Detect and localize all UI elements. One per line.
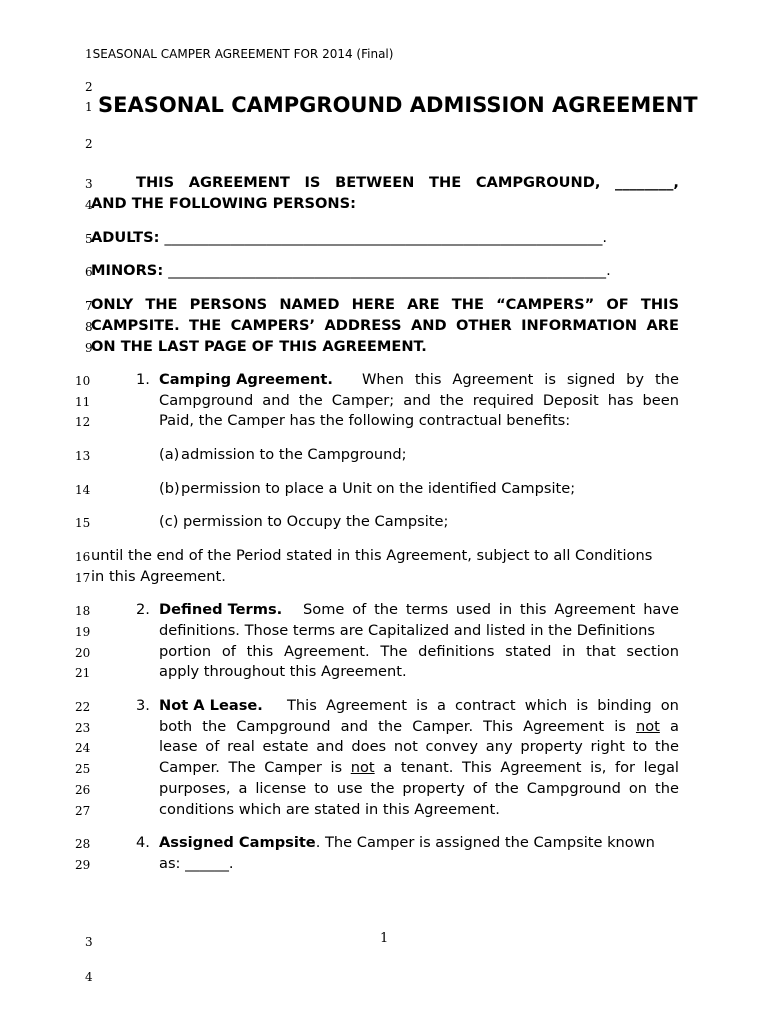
word: have	[643, 601, 679, 618]
line-number: 14	[75, 483, 91, 497]
word: in	[498, 601, 513, 618]
section-1-line-16: until the end of the Period stated in this Agreement, subject to all Conditions	[91, 547, 653, 564]
word: the	[202, 718, 227, 735]
benefit-c-label: (c)	[159, 513, 179, 530]
line-number: 23	[75, 721, 91, 735]
word: CAMPERS’	[230, 317, 316, 334]
section-3-line-1	[287, 699, 679, 714]
word: that	[586, 643, 616, 660]
section-2-line-4: apply throughout this Agreement.	[159, 663, 407, 680]
word: This	[461, 759, 492, 776]
line-number: 11	[75, 395, 91, 409]
word: OTHER	[455, 317, 512, 334]
word: HERE	[351, 296, 395, 313]
document-header	[85, 48, 393, 60]
section-3-line-6: conditions which are stated in this Agreement.	[159, 801, 500, 818]
word: does	[351, 738, 387, 755]
word: THIS	[640, 296, 679, 313]
word: of	[221, 643, 236, 660]
word: AND	[410, 317, 447, 334]
line-number: 3	[85, 177, 93, 191]
line-number: 15	[75, 516, 91, 530]
word: PERSONS	[189, 296, 268, 313]
line-number: 1	[85, 100, 93, 114]
line-number: 4	[85, 970, 93, 984]
line-number: 17	[75, 571, 91, 585]
word: legal	[643, 759, 679, 776]
minors-label: MINORS:	[91, 262, 164, 279]
word: is	[576, 697, 589, 714]
word: has	[607, 392, 634, 409]
word: a	[436, 697, 446, 714]
line-number: 27	[75, 804, 91, 818]
word: the	[374, 601, 399, 618]
page-number: 1	[380, 931, 389, 946]
line-number: 18	[75, 604, 91, 618]
word: to	[314, 780, 329, 797]
word: and	[403, 392, 431, 409]
word: binding	[597, 697, 652, 714]
page-title: SEASONAL CAMPGROUND ADMISSION AGREEMENT	[98, 93, 698, 117]
word: THE	[189, 317, 222, 334]
word: and	[340, 718, 369, 735]
line-number: 7	[85, 299, 93, 313]
word: property	[402, 780, 465, 797]
word: this	[246, 643, 274, 660]
word: a	[383, 759, 393, 776]
word: required	[472, 392, 534, 409]
section-2-line-3	[159, 645, 679, 660]
word: terms	[405, 601, 449, 618]
section-1-line-2	[159, 394, 679, 409]
word: is	[416, 697, 428, 714]
word: AGREEMENT	[188, 174, 290, 191]
adults-line	[91, 231, 607, 246]
section-4-heading: Assigned Campsite	[159, 834, 316, 851]
word: on	[660, 697, 679, 714]
word: Campground	[526, 780, 621, 797]
word: the	[654, 371, 679, 388]
word: This	[287, 697, 317, 714]
section-3-line-2	[159, 720, 679, 735]
word: the	[494, 780, 519, 797]
header-line-number: 1	[85, 47, 93, 61]
section-3-heading: Not A Lease.	[159, 697, 263, 714]
line-number: 24	[75, 741, 91, 755]
word: stated	[505, 643, 552, 660]
benefit-b-text: permission to place a Unit on the identified Campsite;	[181, 480, 576, 497]
word: Campground	[159, 392, 254, 409]
word: NAMED	[279, 296, 340, 313]
benefit-a-text: admission to the Campground;	[181, 446, 407, 463]
word: both	[159, 718, 193, 735]
line-number: 28	[75, 837, 91, 851]
benefit-c-text: permission to Occupy the Campsite;	[183, 513, 449, 530]
word: in	[562, 643, 576, 660]
word: THE	[451, 296, 484, 313]
section-3-line-5	[159, 782, 679, 797]
section-4-number: 4.	[136, 834, 150, 851]
line-number: 9	[85, 341, 93, 355]
word: used	[455, 601, 491, 618]
line-number: 19	[75, 625, 91, 639]
section-3-line-4	[159, 761, 679, 776]
section-1-line-3: Paid, the Camper has the following contractual benefits:	[159, 412, 571, 429]
word: ADDRESS	[324, 317, 402, 334]
word: CAMPSITE.	[91, 317, 180, 334]
intro-line-3	[136, 176, 679, 191]
word: this	[414, 371, 442, 388]
word: a	[238, 780, 248, 797]
adults-label: ADULTS:	[91, 229, 160, 246]
section-2-line-1	[303, 603, 679, 618]
word: use	[336, 780, 363, 797]
benefit-b-label: (b)	[159, 480, 180, 497]
word: Deposit	[542, 392, 599, 409]
word: The	[228, 759, 256, 776]
word: signed	[566, 371, 616, 388]
word: Agreement	[500, 759, 582, 776]
section-2-number: 2.	[136, 601, 150, 618]
word: IS	[304, 174, 321, 191]
word: the	[298, 392, 323, 409]
word: Agreement	[523, 718, 605, 735]
section-1-number: 1.	[136, 371, 150, 388]
word: ONLY	[91, 296, 134, 313]
not-emphasis: not	[350, 759, 375, 776]
word: any	[485, 738, 513, 755]
word: ARE	[646, 317, 679, 334]
word: the	[654, 738, 679, 755]
section-4-line-2: as: ______.	[159, 855, 234, 872]
section-2-line-2: definitions. Those terms are Capitalized and listed in the Definitions	[159, 622, 656, 639]
line-number: 16	[75, 550, 91, 564]
minors-line	[91, 264, 611, 279]
word: ARE	[407, 296, 440, 313]
word: “CAMPERS”	[496, 296, 595, 313]
line-number: 3	[85, 935, 93, 949]
section-3-number: 3.	[136, 697, 150, 714]
line-number: 4	[85, 198, 93, 212]
word: portion	[159, 643, 212, 660]
word: purposes,	[159, 780, 231, 797]
line-number: 26	[75, 783, 91, 797]
section-1-line-17: in this Agreement.	[91, 568, 226, 585]
line-number: 5	[85, 232, 93, 246]
word: on	[628, 780, 648, 797]
word: The	[380, 643, 408, 660]
word: license	[255, 780, 307, 797]
word: THE	[429, 174, 462, 191]
intro-line-8	[91, 319, 679, 334]
word: the	[654, 780, 679, 797]
section-2-heading: Defined Terms.	[159, 601, 283, 618]
section-4-line-1-rest: . The Camper is assigned the Campsite known	[315, 834, 655, 851]
word: Camper	[264, 759, 322, 776]
word: this	[519, 601, 547, 618]
word: and	[262, 392, 290, 409]
word: definitions	[418, 643, 495, 660]
word: Some	[303, 601, 345, 618]
word: not	[393, 738, 418, 755]
section-1-line-1	[362, 373, 679, 388]
word: of	[352, 601, 367, 618]
section-3-line-3	[159, 740, 679, 755]
line-number: 29	[75, 858, 91, 872]
word: Agreement	[452, 371, 534, 388]
minors-blank: ____________________________________________________________.	[168, 262, 611, 279]
line-number: 8	[85, 320, 93, 334]
word: is	[330, 759, 343, 776]
word: section	[626, 643, 679, 660]
word: the	[378, 718, 403, 735]
intro-line-4: AND THE FOLLOWING PERSONS:	[91, 195, 356, 212]
word: OF	[606, 296, 629, 313]
word: been	[642, 392, 679, 409]
word: THE	[145, 296, 178, 313]
line-number: 2	[85, 80, 93, 94]
word: CAMPGROUND,	[475, 174, 601, 191]
header-text: SEASONAL CAMPER AGREEMENT FOR 2014 (Final)	[92, 47, 394, 61]
word: tenant.	[400, 759, 454, 776]
word: of	[205, 738, 220, 755]
line-number: 10	[75, 374, 91, 388]
word: the	[439, 392, 464, 409]
word: Agreement.	[283, 643, 370, 660]
word: Camper.	[412, 718, 474, 735]
word: THIS	[136, 174, 175, 191]
word: right	[590, 738, 625, 755]
line-number: 21	[75, 666, 91, 680]
word: to	[632, 738, 648, 755]
word: convey	[425, 738, 479, 755]
word: property	[520, 738, 583, 755]
word: INFORMATION	[521, 317, 638, 334]
word: for	[614, 759, 636, 776]
benefit-a-label: (a)	[159, 446, 180, 463]
line-number: 6	[85, 265, 93, 279]
word: Agreement	[325, 697, 408, 714]
line-number: 12	[75, 415, 91, 429]
word: Camper.	[159, 759, 220, 776]
section-1-heading: Camping Agreement.	[159, 371, 333, 388]
line-number: 25	[75, 762, 91, 776]
line-number: 20	[75, 646, 91, 660]
line-number: 22	[75, 700, 91, 714]
word: is	[614, 718, 626, 735]
word: BETWEEN	[335, 174, 415, 191]
word: Campground	[236, 718, 331, 735]
intro-line-9: ON THE LAST PAGE OF THIS AGREEMENT.	[91, 338, 427, 355]
word: which	[524, 697, 568, 714]
word: real	[227, 738, 255, 755]
word: by	[626, 371, 645, 388]
section-3-line-2-post: a	[669, 718, 679, 735]
line-number: 13	[75, 449, 91, 463]
word: is	[544, 371, 556, 388]
word: estate	[262, 738, 309, 755]
section-4-line-1	[159, 836, 655, 851]
word: the	[370, 780, 395, 797]
adults-blank: ____________________________________________________________.	[164, 229, 607, 246]
word: ________,	[615, 174, 679, 191]
line-number: 2	[85, 137, 93, 151]
intro-line-7	[91, 298, 679, 313]
word: of	[472, 780, 487, 797]
word: contract	[455, 697, 516, 714]
not-emphasis: not	[635, 718, 660, 735]
word: is,	[590, 759, 607, 776]
word: and	[316, 738, 344, 755]
word: Camper;	[331, 392, 395, 409]
word: When	[362, 371, 404, 388]
word: This	[483, 718, 513, 735]
word: Agreement	[554, 601, 636, 618]
word: lease	[159, 738, 198, 755]
